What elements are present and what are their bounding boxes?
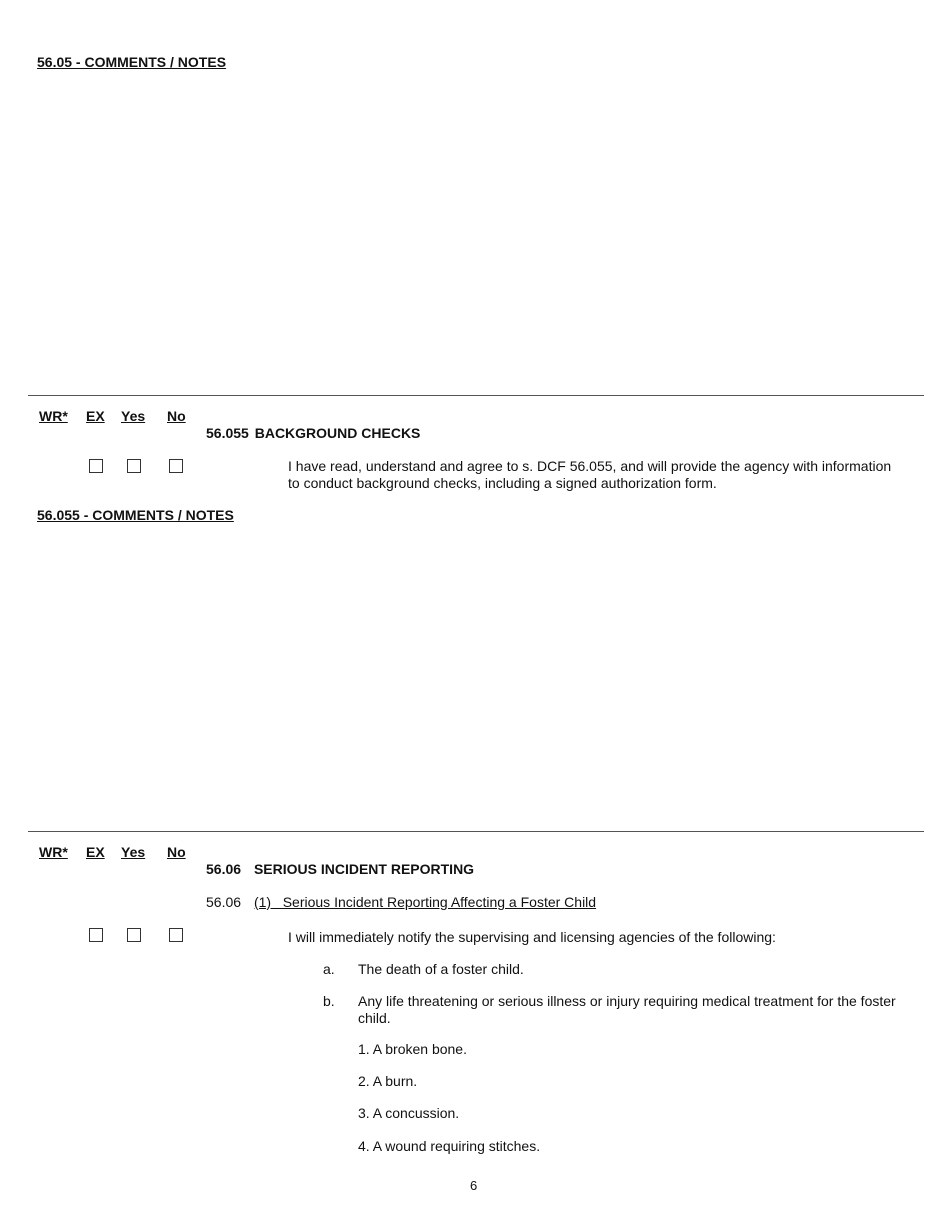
- section-56-05-comments-heading: 56.05 - COMMENTS / NOTES: [37, 54, 227, 70]
- no-checkbox[interactable]: [169, 459, 183, 473]
- list-item-marker: a.: [323, 961, 335, 977]
- section-number: 56.06: [206, 861, 242, 877]
- section-divider: [28, 395, 924, 396]
- list-item-text: Any life threatening or serious illness or injury requiring medical treatment for the foster child.: [358, 993, 896, 1026]
- section-number: 56.055: [206, 425, 249, 441]
- column-header-yes: Yes: [121, 408, 146, 424]
- section-56-055-comments-heading: 56.055 - COMMENTS / NOTES: [37, 507, 234, 523]
- yes-checkbox[interactable]: [127, 928, 141, 942]
- section-56-055-heading: [206, 425, 420, 441]
- column-header-ex: EX: [86, 408, 105, 424]
- ex-checkbox[interactable]: [89, 459, 103, 473]
- section-56-06-1-subheading: [206, 894, 596, 910]
- column-header-ex: EX: [86, 844, 105, 860]
- section-56-06-statement: I will immediately notify the supervising and licensing agencies of the following:: [288, 929, 776, 945]
- list-item-marker: b.: [323, 993, 335, 1009]
- column-header-no: No: [167, 844, 186, 860]
- no-checkbox[interactable]: [169, 928, 183, 942]
- ex-checkbox[interactable]: [89, 928, 103, 942]
- sub-list-item: 3. A concussion.: [358, 1105, 460, 1121]
- subsection-number: 56.06: [206, 894, 242, 910]
- column-header-no: No: [167, 408, 186, 424]
- page-number: 6: [470, 1178, 478, 1193]
- section-title: SERIOUS INCIDENT REPORTING: [253, 861, 475, 877]
- section-56-06-heading: [206, 861, 474, 877]
- sub-list-item: 1. A broken bone.: [358, 1041, 467, 1057]
- sub-list-item: 2. A burn.: [358, 1073, 418, 1089]
- column-header-wr: WR*: [39, 408, 68, 424]
- yes-checkbox[interactable]: [127, 459, 141, 473]
- subsection-label: (1) Serious Incident Reporting Affecting a Foster Child: [253, 894, 597, 910]
- section-divider: [28, 831, 924, 832]
- section-56-055-statement: I have read, understand and agree to s. DCF 56.055, and will provide the agency with information to conduct background checks, including a signed authorization form.: [288, 458, 892, 491]
- column-header-wr: WR*: [39, 844, 68, 860]
- section-title: BACKGROUND CHECKS: [254, 425, 421, 441]
- column-header-yes: Yes: [121, 844, 146, 860]
- list-item-text: The death of a foster child.: [358, 961, 524, 977]
- sub-list-item: 4. A wound requiring stitches.: [358, 1138, 541, 1154]
